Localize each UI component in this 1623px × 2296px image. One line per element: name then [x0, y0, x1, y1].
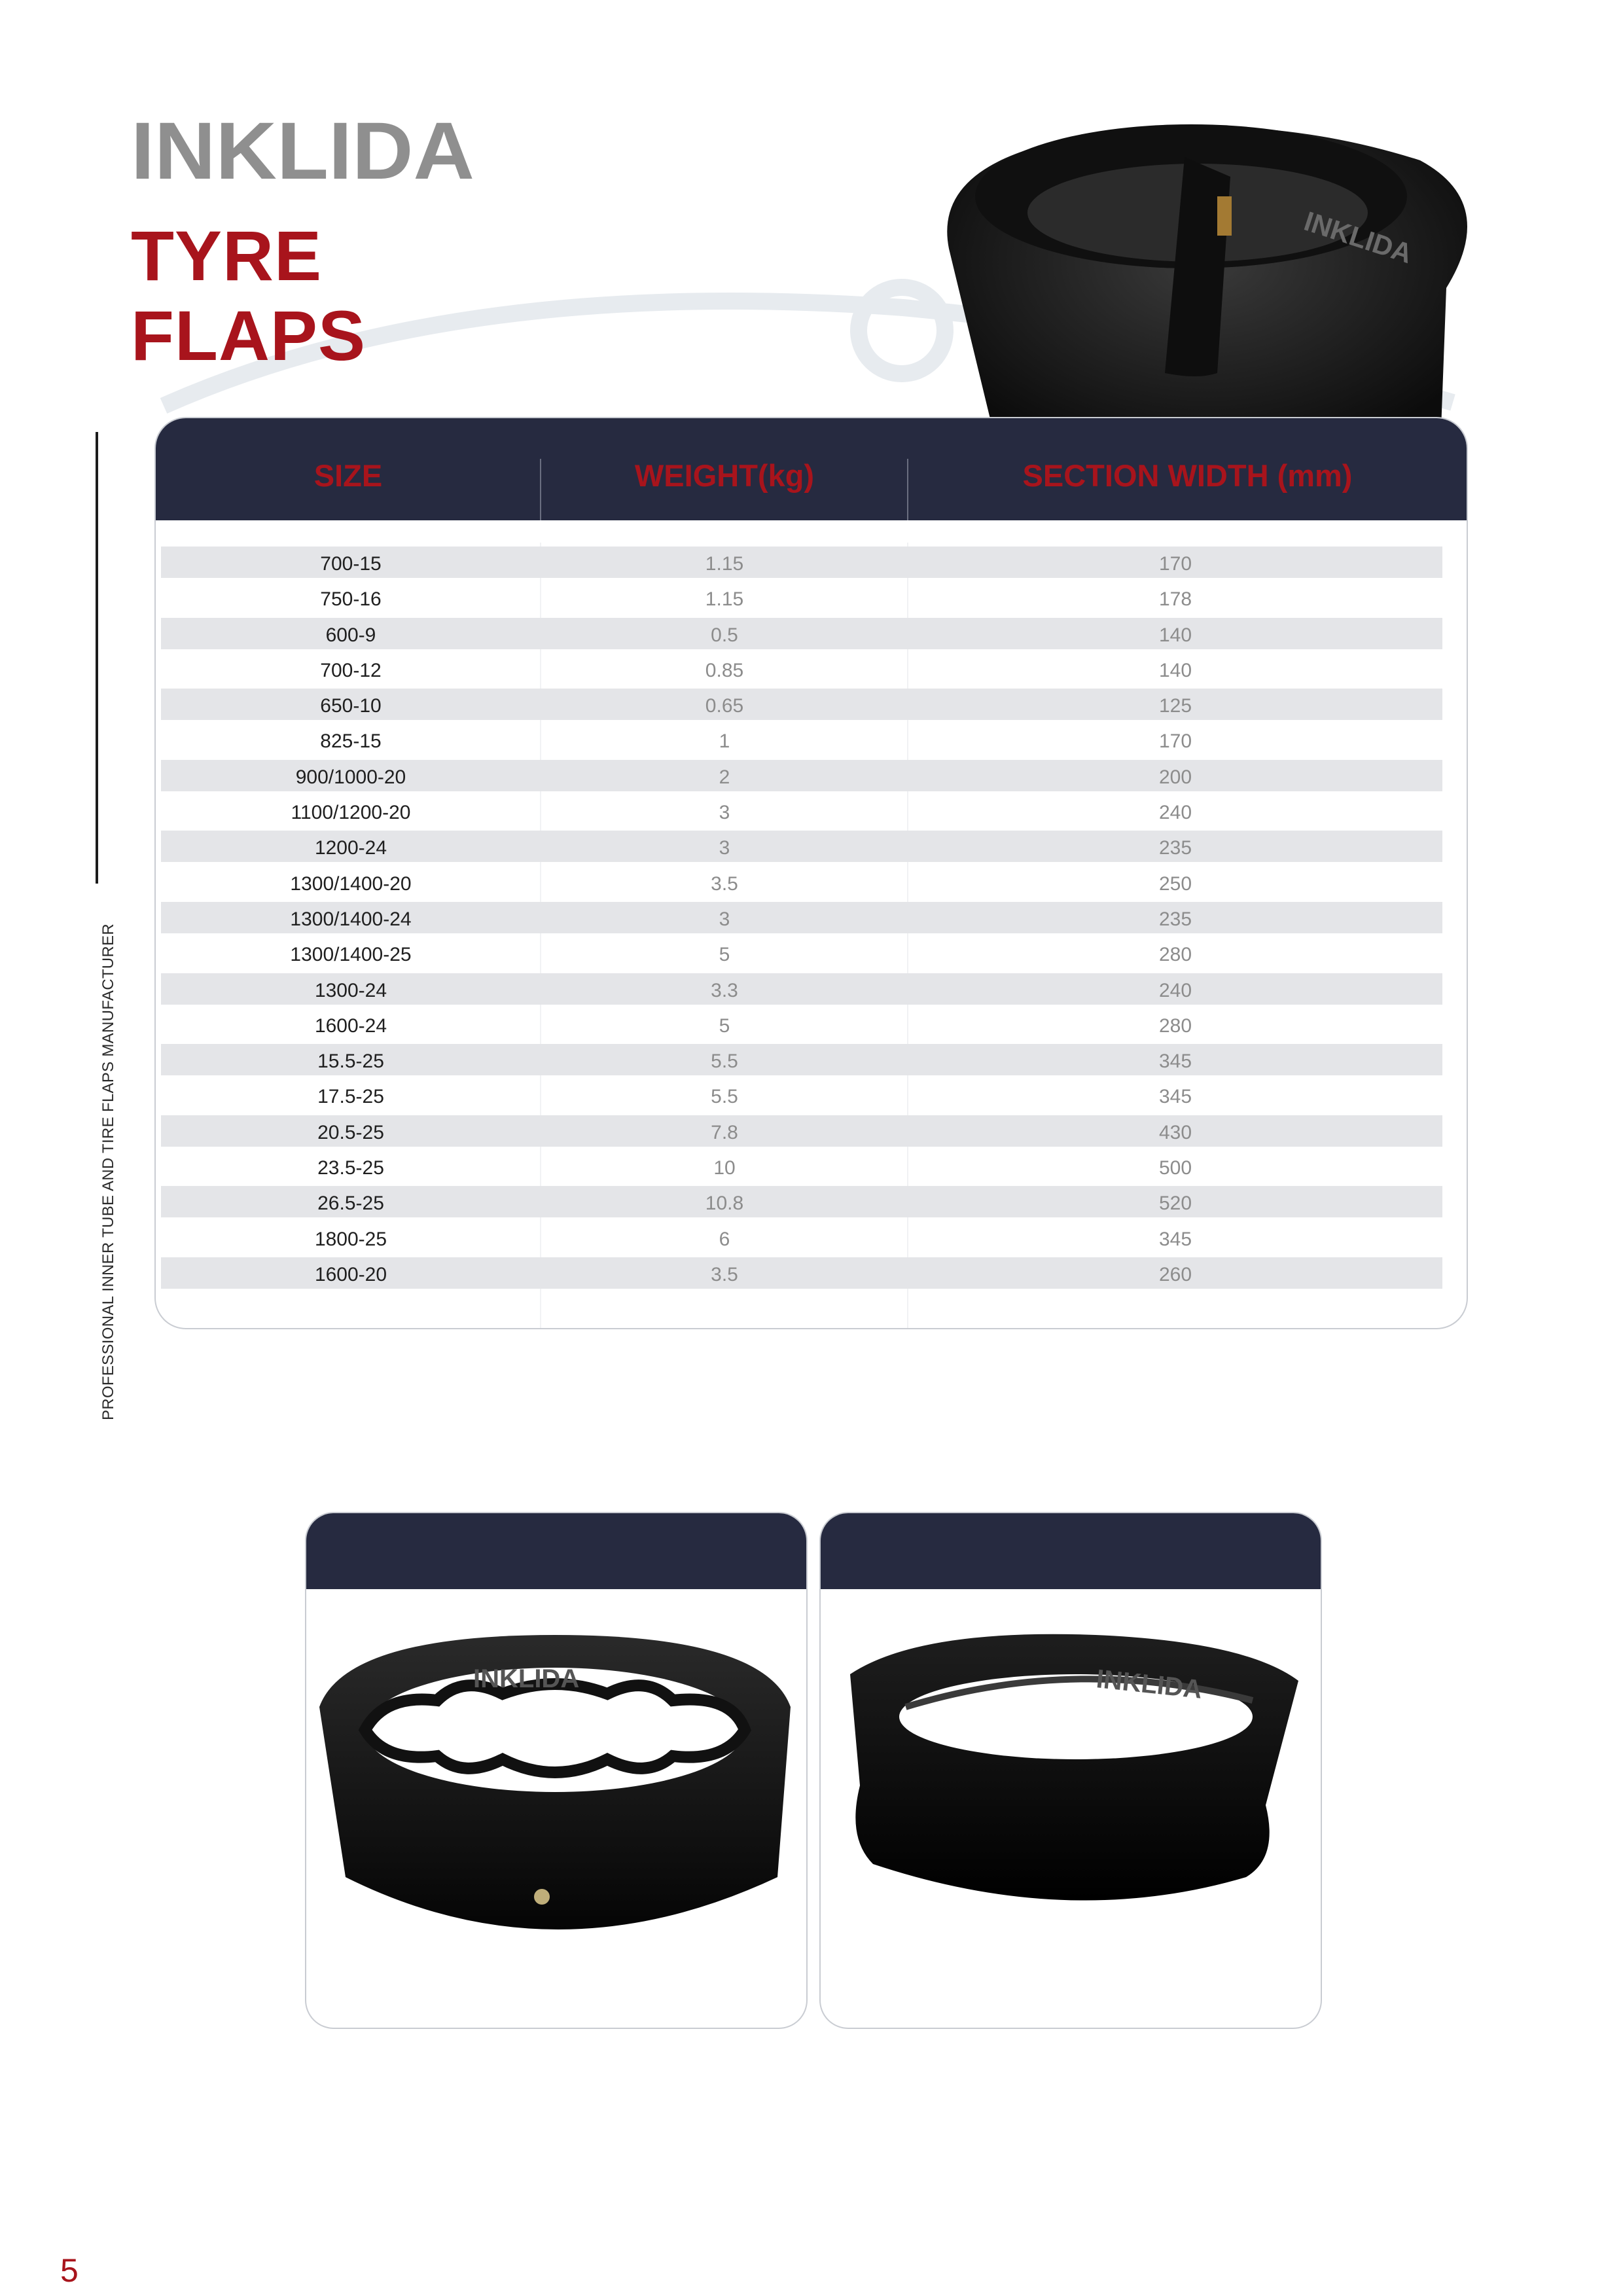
table-row — [161, 831, 1442, 866]
svg-text:INKLIDA: INKLIDA — [1095, 1664, 1204, 1704]
table-row — [161, 689, 1442, 724]
section-width-cell: 345 — [1158, 1086, 1192, 1108]
inner-tube-flap-photo — [910, 98, 1479, 465]
weight-cell: 5 — [719, 944, 730, 966]
weight-cell: 10.8 — [705, 1193, 744, 1215]
side-tagline: PROFESSIONAL INNER TUBE AND TIRE FLAPS MANUFACTURER — [99, 924, 117, 1420]
header-weight: WEIGHT(kg) — [634, 458, 815, 493]
table-row — [161, 547, 1442, 582]
title-line-1: TYRE — [131, 216, 323, 295]
svg-text:INKLIDA: INKLIDA — [473, 1664, 580, 1693]
tyre-flap-photo-1 — [306, 1589, 806, 2028]
size-cell: 20.5-25 — [317, 1121, 384, 1143]
card-header — [306, 1513, 806, 1589]
table-row — [161, 902, 1442, 937]
table-row — [161, 1044, 1442, 1079]
weight-cell: 5.5 — [711, 1086, 738, 1108]
table-row — [161, 1222, 1442, 1257]
flap-card-2 — [819, 1512, 1322, 2029]
weight-cell: 3 — [719, 908, 730, 930]
section-width-cell: 260 — [1158, 1263, 1192, 1285]
size-cell: 900/1000-20 — [295, 766, 406, 788]
size-cell: 750-16 — [320, 588, 382, 611]
weight-cell: 0.5 — [711, 624, 738, 646]
size-cell: 1100/1200-20 — [291, 802, 411, 824]
weight-cell: 1 — [719, 730, 730, 753]
weight-cell: 3.5 — [711, 1263, 738, 1285]
size-cell: 650-10 — [320, 695, 382, 717]
table-row — [161, 724, 1442, 759]
size-cell: 1300/1400-25 — [290, 944, 412, 966]
size-cell: 600-9 — [325, 624, 376, 646]
weight-cell: 1.15 — [705, 553, 744, 575]
weight-cell: 10 — [713, 1157, 736, 1179]
table-row — [161, 1079, 1442, 1115]
section-width-cell: 280 — [1158, 944, 1192, 966]
size-cell: 700-12 — [320, 659, 382, 681]
weight-cell: 3.5 — [711, 872, 738, 895]
weight-cell: 6 — [719, 1228, 730, 1250]
svg-text:INKLIDA: INKLIDA — [1300, 205, 1416, 270]
weight-cell: 5.5 — [711, 1050, 738, 1073]
weight-cell: 3 — [719, 837, 730, 859]
weight-cell: 0.85 — [705, 659, 744, 681]
section-width-cell: 140 — [1158, 659, 1192, 681]
section-width-cell: 140 — [1158, 624, 1192, 646]
size-cell: 17.5-25 — [317, 1086, 384, 1108]
weight-cell: 3 — [719, 802, 730, 824]
side-divider — [96, 432, 98, 884]
size-cell: 1800-25 — [314, 1228, 387, 1250]
table-row — [161, 653, 1442, 689]
size-cell: 1600-24 — [314, 1014, 387, 1037]
section-width-cell: 125 — [1158, 695, 1192, 717]
section-width-cell: 250 — [1158, 872, 1192, 895]
table-row — [161, 582, 1442, 617]
size-table — [154, 417, 1468, 1329]
section-width-cell: 240 — [1158, 802, 1192, 824]
table-row — [161, 1186, 1442, 1221]
size-cell: 1600-20 — [314, 1263, 387, 1285]
header-section-width: SECTION WIDTH (mm) — [1022, 458, 1353, 493]
section-width-cell: 430 — [1158, 1121, 1192, 1143]
size-cell: 15.5-25 — [317, 1050, 384, 1073]
section-width-cell: 345 — [1158, 1228, 1192, 1250]
table-row — [161, 1151, 1442, 1186]
table-body — [161, 547, 1442, 1293]
section-width-cell: 345 — [1158, 1050, 1192, 1073]
table-row — [161, 973, 1442, 1009]
logo-text: INKLIDA — [131, 115, 474, 187]
weight-cell: 1.15 — [705, 588, 744, 611]
table-row — [161, 760, 1442, 795]
flap-card-1 — [305, 1512, 808, 2029]
title-line-2: FLAPS — [131, 296, 366, 375]
size-cell: 825-15 — [320, 730, 382, 753]
section-width-cell: 280 — [1158, 1014, 1192, 1037]
header-size: SIZE — [313, 458, 383, 493]
section-width-cell: 235 — [1158, 908, 1192, 930]
table-row — [161, 1009, 1442, 1044]
inklida-logo — [131, 115, 478, 187]
table-row — [161, 1257, 1442, 1293]
section-width-cell: 235 — [1158, 837, 1192, 859]
size-cell: 26.5-25 — [317, 1193, 384, 1215]
table-row — [161, 618, 1442, 653]
size-cell: 1200-24 — [314, 837, 387, 859]
page-number: 5 — [60, 2252, 79, 2289]
weight-cell: 3.3 — [711, 979, 738, 1001]
section-width-cell: 170 — [1158, 553, 1192, 575]
section-width-cell: 520 — [1158, 1193, 1192, 1215]
section-width-cell: 200 — [1158, 766, 1192, 788]
section-width-cell: 240 — [1158, 979, 1192, 1001]
header-divider — [540, 459, 541, 520]
weight-cell: 0.65 — [705, 695, 744, 717]
table-row — [161, 867, 1442, 902]
section-width-cell: 170 — [1158, 730, 1192, 753]
size-cell: 23.5-25 — [317, 1157, 384, 1179]
weight-cell: 2 — [719, 766, 730, 788]
table-row — [161, 1115, 1442, 1151]
weight-cell: 7.8 — [711, 1121, 738, 1143]
size-cell: 1300-24 — [314, 979, 387, 1001]
size-cell: 1300/1400-20 — [290, 872, 412, 895]
table-row — [161, 937, 1442, 973]
size-cell: 700-15 — [320, 553, 382, 575]
table-row — [161, 795, 1442, 831]
section-width-cell: 500 — [1158, 1157, 1192, 1179]
size-cell: 1300/1400-24 — [290, 908, 412, 930]
weight-cell: 5 — [719, 1014, 730, 1037]
tyre-flap-photo-2 — [821, 1589, 1321, 2028]
section-width-cell: 178 — [1158, 588, 1192, 611]
header-divider — [907, 459, 908, 520]
card-header — [821, 1513, 1321, 1589]
page-title — [131, 216, 366, 376]
